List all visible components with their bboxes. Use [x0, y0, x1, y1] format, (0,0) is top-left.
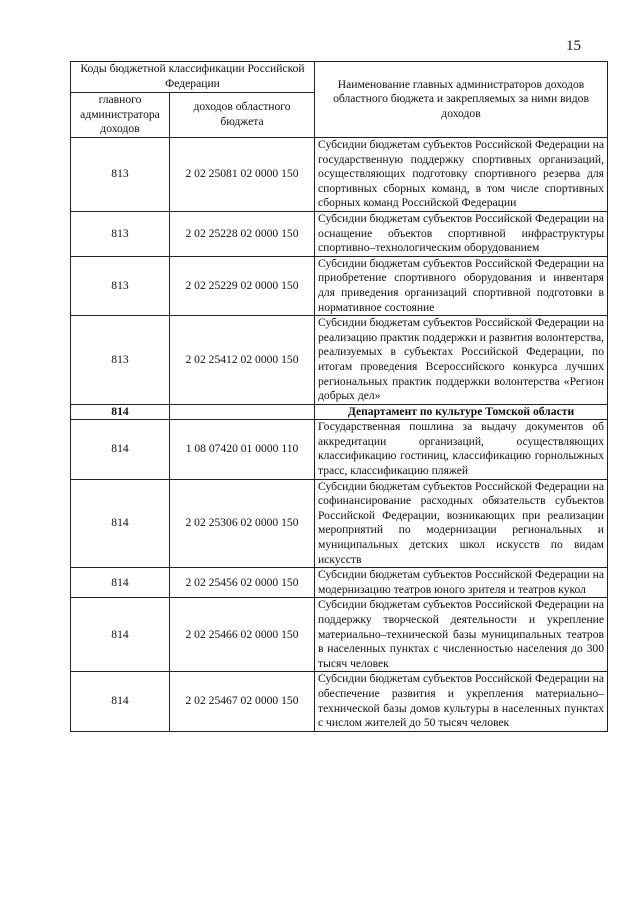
- table-header-row: [71, 62, 608, 93]
- admin-code-cell: 814: [71, 479, 170, 568]
- description-cell: Субсидии бюджетам субъектов Российской Федерации на оснащение объектов спортивной инфраструктуры спортивно–технологическим оборудованием: [315, 211, 608, 256]
- admin-code-cell: 813: [71, 316, 170, 405]
- revenue-code-cell: [170, 404, 315, 420]
- description-cell: Субсидии бюджетам субъектов Российской Федерации на государственную поддержку спортивных организаций, осуществляющих подготовку спортивного резерва для спортивных сборных команд, в том числе спортивных сборных команд Российской Федерации: [315, 138, 608, 212]
- description-cell: Субсидии бюджетам субъектов Российской Федерации на поддержку творческой деятельности и укрепление материально–технической базы муниципальных театров в населенных пунктах с численностью населения до 300 тысяч человек: [315, 598, 608, 672]
- description-cell: Субсидии бюджетам субъектов Российской Федерации на реализацию практик поддержки и развития волонтерства, реализуемых в субъектах Российской Федерации, по итогам проведения Всероссийского конкурса лучших региональных практик поддержки волонтерства «Регион добрых дел»: [315, 316, 608, 405]
- admin-code-cell: 814: [71, 598, 170, 672]
- revenue-code-cell: 2 02 25081 02 0000 150: [170, 138, 315, 212]
- table-row: [71, 420, 608, 479]
- header-name: Наименование главных администраторов доходов областного бюджета и закрепляемых за ними видов доходов: [315, 62, 608, 138]
- description-cell: Государственная пошлина за выдачу документов об аккредитации организаций, осуществляющих классификацию гостиниц, классификацию горнолыжных трасс, классификацию пляжей: [315, 420, 608, 479]
- header-admin-code: главного администратора доходов: [71, 93, 170, 138]
- revenue-code-cell: 2 02 25466 02 0000 150: [170, 598, 315, 672]
- page-number: 15: [566, 38, 581, 54]
- table-row: [71, 138, 608, 212]
- header-revenue-code: доходов областного бюджета: [170, 93, 315, 138]
- description-cell: Субсидии бюджетам субъектов Российской Федерации на модернизацию театров юного зрителя и театров кукол: [315, 568, 608, 598]
- description-cell: Субсидии бюджетам субъектов Российской Федерации на обеспечение развития и укрепления материально–технической базы домов культуры в населенных пунктах с числом жителей до 50 тысяч человек: [315, 672, 608, 731]
- table-row: [71, 598, 608, 672]
- admin-code-cell: 814: [71, 420, 170, 479]
- admin-code-cell: 814: [71, 672, 170, 731]
- table-row: [71, 479, 608, 568]
- table-row: [71, 211, 608, 256]
- table-row: [71, 672, 608, 731]
- description-cell: Субсидии бюджетам субъектов Российской Федерации на приобретение спортивного оборудования и инвентаря для приведения организаций спортивной подготовки в нормативное состояние: [315, 256, 608, 315]
- revenue-code-cell: 2 02 25306 02 0000 150: [170, 479, 315, 568]
- description-cell: Субсидии бюджетам субъектов Российской Федерации на софинансирование расходных обязательств субъектов Российской Федерации, возникающих при реализации мероприятий по модернизации региональных и муниципальных детских школ искусств по видам искусств: [315, 479, 608, 568]
- revenue-code-cell: 2 02 25412 02 0000 150: [170, 316, 315, 405]
- revenue-code-cell: 2 02 25456 02 0000 150: [170, 568, 315, 598]
- revenue-administrators-table: [70, 61, 608, 732]
- admin-code-cell: 813: [71, 211, 170, 256]
- table-row: [71, 568, 608, 598]
- department-name-cell: Департамент по культуре Томской области: [315, 404, 608, 420]
- admin-code-cell: 813: [71, 138, 170, 212]
- department-row: [71, 404, 608, 420]
- admin-code-cell: 814: [71, 568, 170, 598]
- table-row: [71, 256, 608, 315]
- admin-code-cell: 813: [71, 256, 170, 315]
- revenue-code-cell: 2 02 25228 02 0000 150: [170, 211, 315, 256]
- header-codes-group: Коды бюджетной классификации Российской Федерации: [71, 62, 315, 93]
- revenue-code-cell: 2 02 25229 02 0000 150: [170, 256, 315, 315]
- revenue-code-cell: 1 08 07420 01 0000 110: [170, 420, 315, 479]
- table-row: [71, 316, 608, 405]
- admin-code-cell: 814: [71, 404, 170, 420]
- revenue-code-cell: 2 02 25467 02 0000 150: [170, 672, 315, 731]
